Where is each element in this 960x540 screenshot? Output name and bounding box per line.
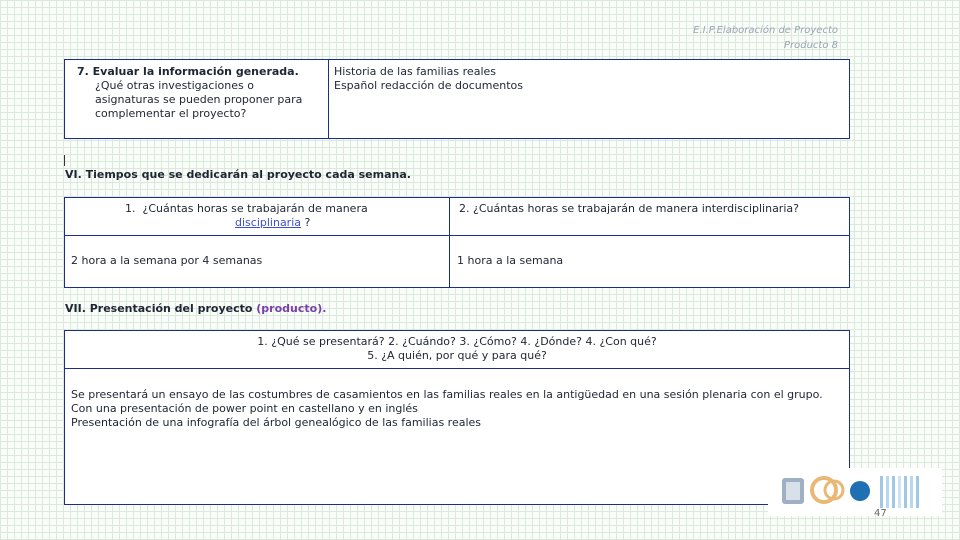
presentation-table: [64, 330, 850, 505]
evaluation-answer-line-1: Historia de las familias reales: [334, 65, 496, 78]
presentation-answer-line-1: Se presentará un ensayo de las costumbres de casamientos en las familias reales en la antigüedad en una sesión plenaria con el grupo.: [71, 388, 823, 401]
presentation-questions-line-1: 1. ¿Qué se presentará? 2. ¿Cuándo? 3. ¿Cómo? 4. ¿Dónde? 4. ¿Con qué?: [257, 335, 657, 348]
time-answer-1: 2 hora a la semana por 4 semanas: [71, 254, 263, 267]
section-vii-title: [65, 302, 326, 315]
presentation-questions-line-2: 5. ¿A quién, por qué y para qué?: [367, 349, 547, 362]
time-table: [64, 197, 850, 288]
section-vii-title-accent: (producto).: [256, 302, 327, 315]
evaluation-answer-cell: [334, 65, 834, 93]
institutional-logos: [768, 468, 942, 516]
evaluation-title: 7. Evaluar la información generada.: [77, 65, 299, 78]
time-question-1: [125, 202, 425, 230]
evaluation-question-cell: [77, 65, 317, 121]
section-vii-title-main: VII. Presentación del proyecto: [65, 302, 257, 315]
time-question-1-text: ¿Cuántas horas se trabajarán de manera: [142, 202, 368, 215]
unam-crest-icon: [768, 468, 942, 516]
time-question-2: 2. ¿Cuántas horas se trabajarán de manera interdisciplinaria?: [459, 202, 799, 215]
time-question-1-suffix: ?: [304, 216, 311, 229]
time-question-1-number: 1.: [125, 202, 136, 215]
time-answer-2: 1 hora a la semana: [457, 254, 564, 267]
disciplinaria-link[interactable]: disciplinaria: [235, 216, 301, 229]
presentation-answer-line-3: Presentación de una infografía del árbol genealógico de las familias reales: [71, 416, 482, 429]
presentation-questions: [65, 335, 849, 363]
evaluation-question: ¿Qué otras investigaciones o asignaturas se pueden proponer para complementar el proyecto?: [95, 79, 303, 120]
presentation-answer: [71, 388, 847, 430]
evaluation-table: [64, 59, 850, 139]
section-vi-title: VI. Tiempos que se dedicarán al proyecto cada semana.: [65, 168, 411, 181]
presentation-answer-line-2: Con una presentación de power point en castellano y en inglés: [71, 402, 418, 415]
text-cursor: [64, 155, 65, 166]
evaluation-answer-line-2: Español redacción de documentos: [334, 79, 523, 92]
header-product-label: Producto 8: [783, 40, 838, 51]
header-project-title: E.I.P.Elaboración de Proyecto: [693, 25, 838, 36]
page-number: 47: [874, 508, 887, 519]
